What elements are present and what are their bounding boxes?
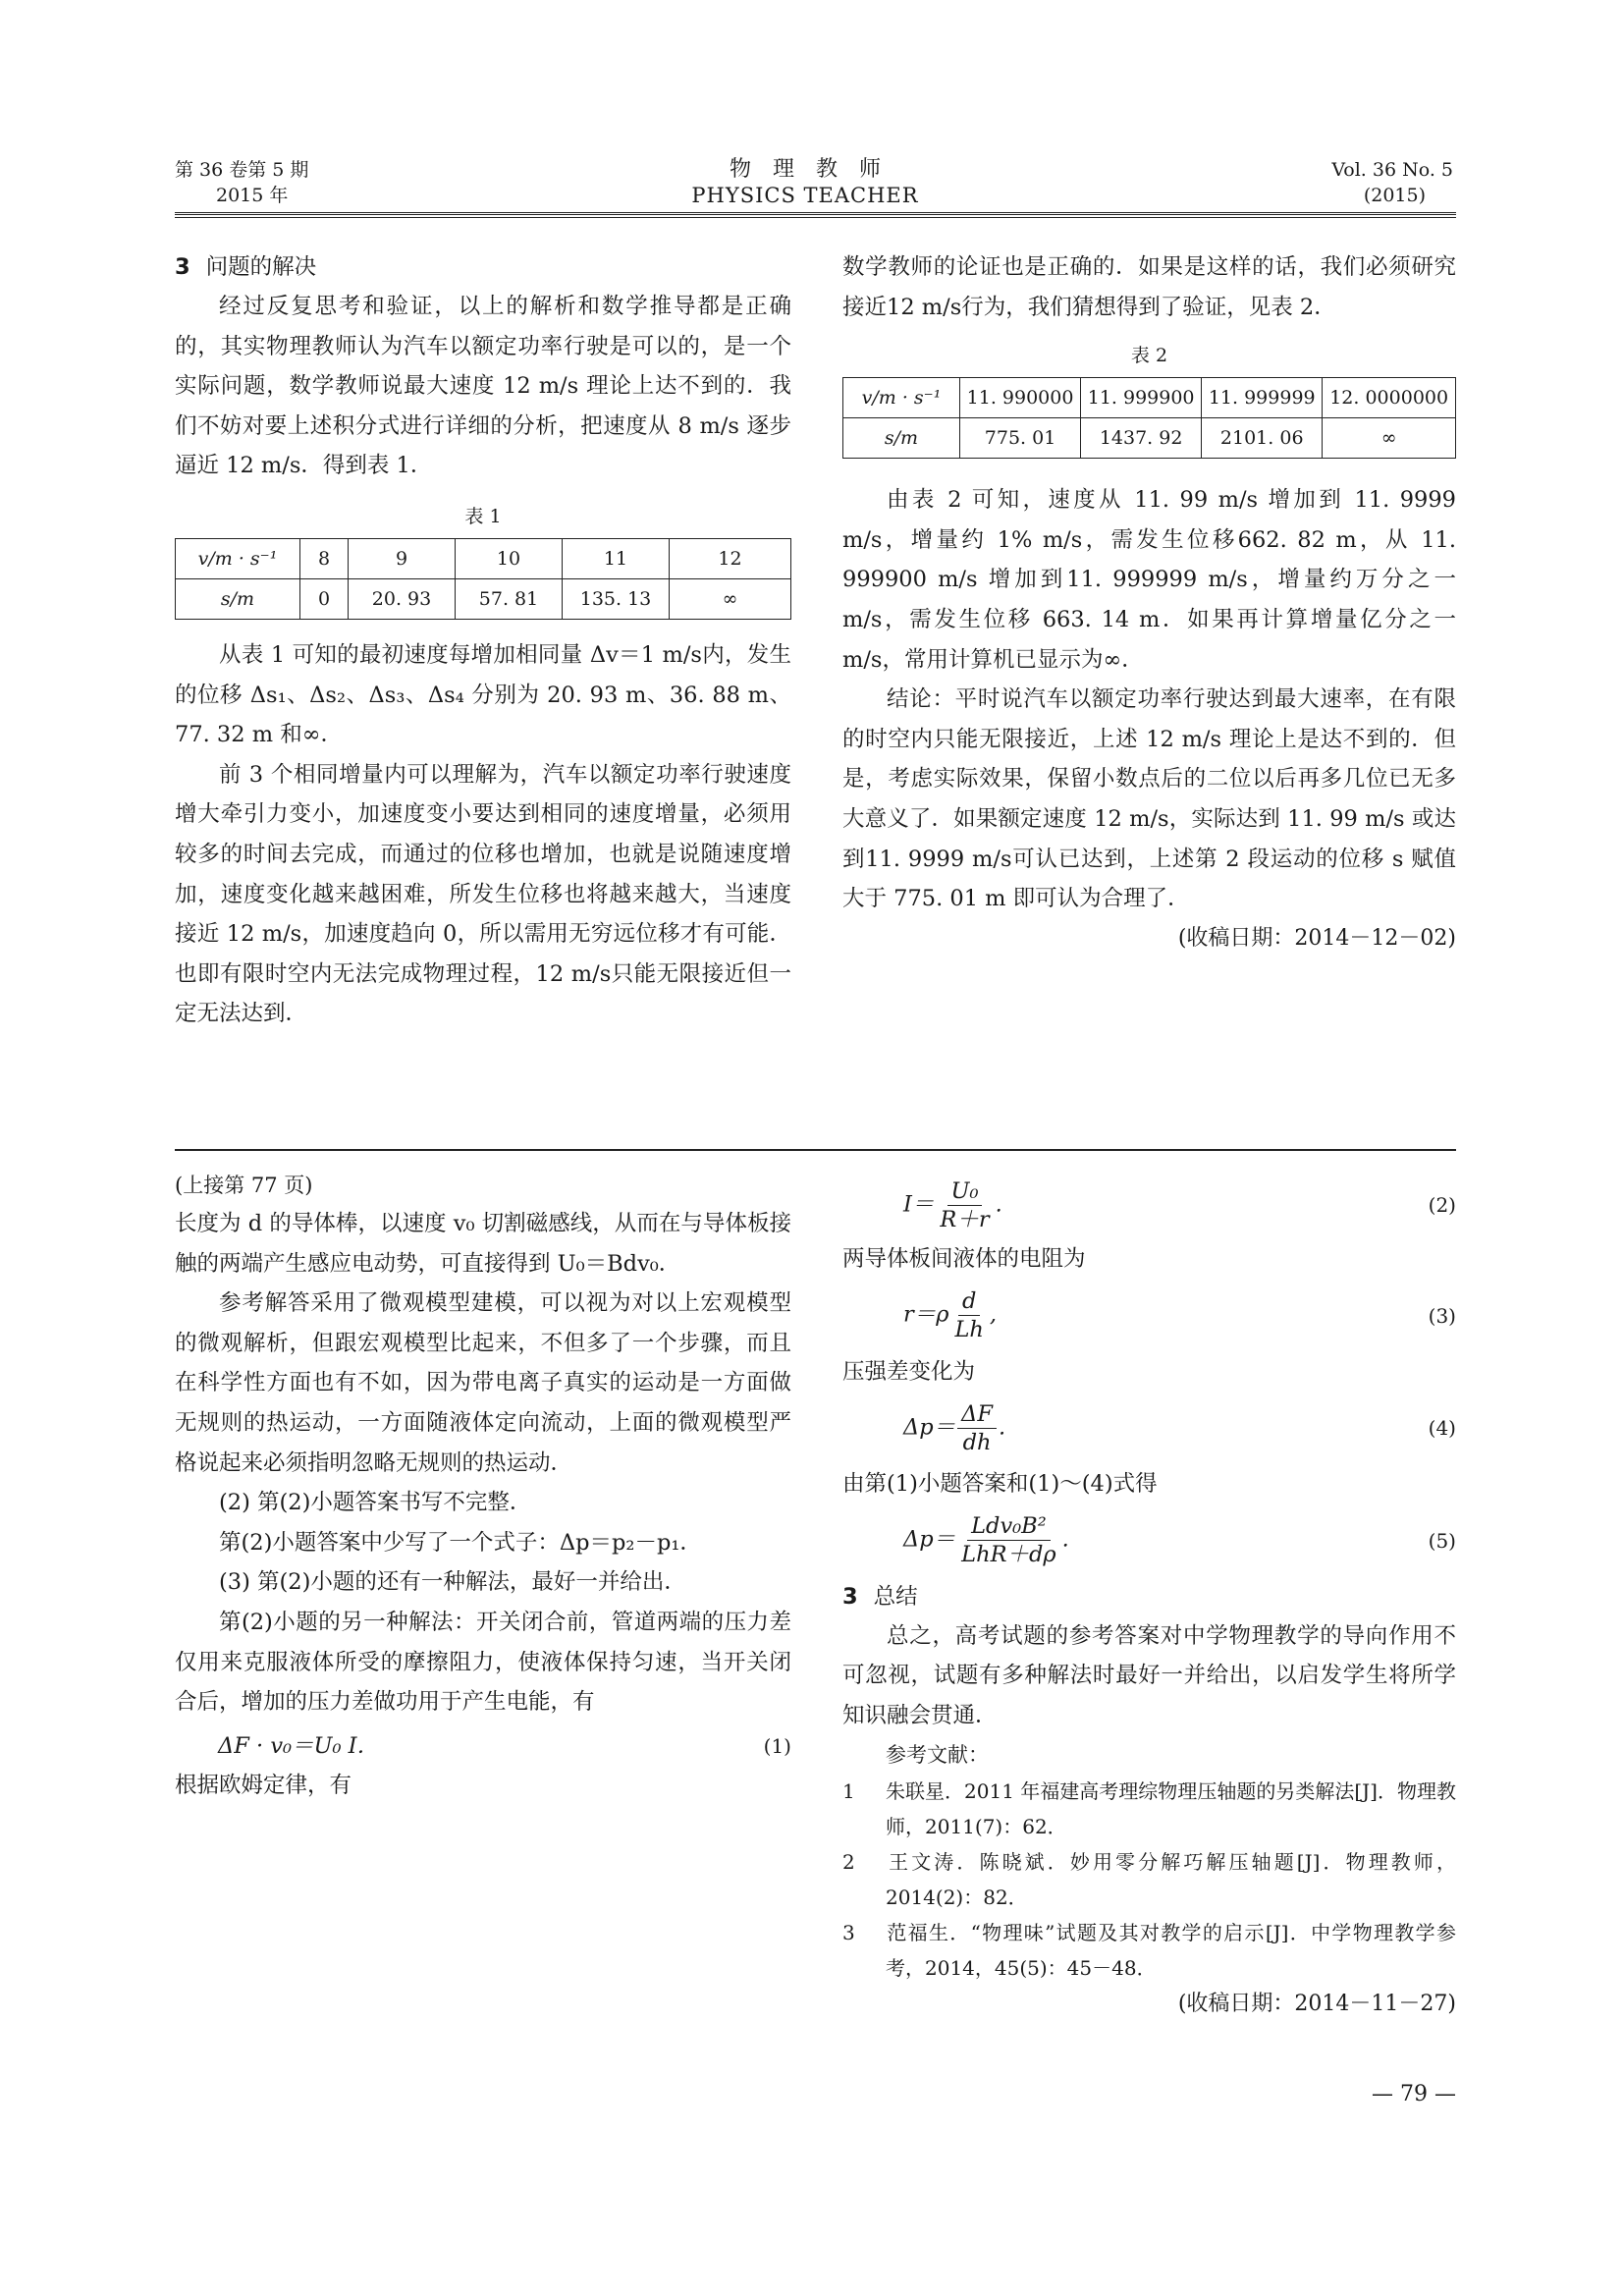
table-1 bbox=[175, 538, 791, 620]
equation-1 bbox=[175, 1726, 791, 1766]
paragraph: 总之，高考试题的参考答案对中学物理教学的导向作用不可忽视，试题有多种解法时最好一并给出，以启发学生将所学知识融会贯通． bbox=[842, 1622, 1456, 1728]
header-right bbox=[1267, 157, 1453, 208]
equation-body: Δp＝ $\frac{\Delta F}{dh}$ . bbox=[903, 1400, 1006, 1455]
table-row bbox=[843, 418, 1456, 459]
section-number: 3 bbox=[842, 1583, 858, 1610]
section-divider bbox=[175, 1149, 1456, 1151]
table-cell: 11. 999900 bbox=[1081, 378, 1202, 418]
paragraph: 结论：平时说汽车以额定功率行驶达到最大速率，在有限的时空内只能无限接近，上述 12 m/s 理论上是达不到的．但是，考虑实际效果，保留小数点后的二位以后再多几位已无多大意义了．如果额定速度 12 m/s，实际达到 11. 99 m/s 或达到11. 9999 m/s可认已达到，上述第 2 段运动的位移 s 赋值大于 775. 01 m 即可认为合理了． bbox=[842, 686, 1456, 912]
table-cell: 0 bbox=[300, 578, 349, 619]
year: 2015 年 bbox=[216, 185, 289, 206]
equation-body: Δp＝ $\frac{\text{Ldv₀B²}}{\text{LhR＋dρ}}$ . bbox=[903, 1513, 1069, 1568]
table-cell: 8 bbox=[300, 538, 349, 578]
equation-number: (4) bbox=[1428, 1416, 1456, 1441]
paragraph: 数学教师的论证也是正确的．如果是这样的话，我们必须研究接近12 m/s行为，我们猜想得到了验证，见表 2． bbox=[842, 254, 1456, 320]
header-left bbox=[175, 157, 371, 208]
table-cell: 11 bbox=[563, 538, 670, 578]
table-header-cell: s/m bbox=[843, 418, 960, 459]
reference-number: 3 bbox=[842, 1920, 855, 1944]
equation-number: (3) bbox=[1428, 1303, 1456, 1328]
top-right-column bbox=[842, 247, 1456, 958]
equation-4 bbox=[842, 1392, 1456, 1464]
denominator: LhR＋dρ bbox=[961, 1542, 1056, 1568]
table-cell: 775. 01 bbox=[960, 418, 1081, 459]
reference-text: 朱联星．2011 年福建高考理综物理压轴题的另类解法[J]．物理教师，2011(7)：62． bbox=[886, 1778, 1456, 1838]
paragraph: 根据欧姆定律，有 bbox=[175, 1772, 352, 1798]
table-cell: 1437. 92 bbox=[1081, 418, 1202, 459]
equation-lhs: r＝ρ bbox=[903, 1301, 949, 1328]
numerator: d bbox=[958, 1287, 980, 1316]
table-cell: 11. 990000 bbox=[960, 378, 1081, 418]
table-row bbox=[843, 378, 1456, 418]
table-cell: 12. 0000000 bbox=[1323, 378, 1456, 418]
table-header-cell: v/m · s⁻¹ bbox=[843, 378, 960, 418]
equation-number: (2) bbox=[1428, 1193, 1456, 1217]
section-title: 总结 bbox=[873, 1583, 918, 1610]
top-left-column bbox=[175, 247, 791, 1034]
header-rule bbox=[175, 212, 1456, 218]
fraction bbox=[957, 1512, 1060, 1568]
equation-body: r＝ρ $\frac{d}{Lh}$ , bbox=[903, 1288, 998, 1343]
equation-2 bbox=[842, 1171, 1456, 1239]
paragraph: 经过反复思考和验证，以上的解析和数学推导都是正确的，其实物理教师认为汽车以额定功率行驶是可以的，是一个实际问题，数学教师说最大速度 12 m/s 理论上达不到的．我们不妨对要上述积分式进行详细的分析，把速度从 8 m/s 逐步逼近 12 m/s．得到表 1． bbox=[175, 294, 791, 479]
table-row bbox=[176, 578, 791, 619]
equation-lhs: Δp＝ bbox=[903, 1526, 956, 1553]
reference-item bbox=[842, 1915, 1456, 1986]
journal-title-en: PHYSICS TEACHER bbox=[691, 184, 919, 207]
reference-number: 2 bbox=[842, 1849, 855, 1874]
equation-lhs: Δp＝ bbox=[903, 1414, 956, 1441]
table-header-cell: v/m · s⁻¹ bbox=[176, 538, 300, 578]
table-cell: 20. 93 bbox=[349, 578, 456, 619]
section-heading bbox=[842, 1577, 1456, 1616]
fraction bbox=[936, 1177, 993, 1233]
denominator: dh bbox=[962, 1429, 992, 1455]
reference-number: 1 bbox=[842, 1778, 855, 1803]
table-cell: 135. 13 bbox=[563, 578, 670, 619]
table-cell: 10 bbox=[456, 538, 563, 578]
table-2-caption: 表 2 bbox=[1130, 345, 1168, 367]
table-cell: 2101. 06 bbox=[1202, 418, 1323, 459]
numerator: ΔF bbox=[957, 1400, 997, 1429]
table-cell: ∞ bbox=[1323, 418, 1456, 459]
table-cell: 12 bbox=[670, 538, 791, 578]
section-title: 问题的解决 bbox=[205, 254, 317, 280]
numerator: Ldv₀B² bbox=[967, 1512, 1051, 1541]
continued-note: (上接第 77 页) bbox=[175, 1174, 313, 1197]
table-row bbox=[176, 538, 791, 578]
references-title: 参考文献： bbox=[886, 1742, 989, 1767]
received-date: (收稿日期：2014－11－27) bbox=[1177, 1991, 1456, 2016]
list-item: (2) 第(2)小题答案书写不完整． bbox=[219, 1490, 532, 1516]
reference-item bbox=[842, 1844, 1456, 1915]
fraction bbox=[950, 1287, 987, 1343]
table-header-cell: s/m bbox=[176, 578, 300, 619]
numerator: U₀ bbox=[947, 1177, 983, 1206]
paragraph: 参考解答采用了微观模型建模，可以视为对以上宏观模型的微观解析，但跟宏观模型比起来，不但多了一个步骤，而且在科学性方面也有不如，因为带电离子真实的运动是一方面做无规则的热运动，一方面随液体定向流动，上面的微观模型严格说起来必须指明忽略无规则的热运动． bbox=[175, 1290, 791, 1476]
journal-title-cn: 物 理 教 师 bbox=[729, 157, 881, 182]
equation-number: (1) bbox=[763, 1733, 791, 1758]
denominator: Lh bbox=[954, 1317, 984, 1343]
year-en: (2015) bbox=[1363, 185, 1426, 206]
denominator: R＋r bbox=[940, 1206, 990, 1232]
bottom-right-column bbox=[842, 1171, 1456, 2023]
list-item: (3) 第(2)小题的还有一种解法，最好一并给出． bbox=[219, 1569, 686, 1596]
table-cell: ∞ bbox=[670, 578, 791, 619]
paragraph: 由表 2 可知，速度从 11. 99 m/s 增加到 11. 9999 m/s，增量约 1% m/s，需发生位移662. 82 m，从 11. 999900 m/s 增加到11. 999999 m/s，增量约万分之一 m/s，需发生位移 663. 14 m．如果再计算增量亿分之一 m/s，常用计算机已显示为∞． bbox=[842, 487, 1456, 673]
reference-item bbox=[842, 1774, 1456, 1844]
reference-text: 王文涛．陈晓斌．妙用零分解巧解压轴题[J]．物理教师，2014(2)：82． bbox=[886, 1849, 1456, 1909]
page-number: — 79 — bbox=[1372, 2082, 1456, 2106]
section-number: 3 bbox=[175, 254, 190, 280]
section-heading bbox=[175, 247, 791, 287]
volume-en: Vol. 36 No. 5 bbox=[1331, 159, 1453, 181]
paragraph: 长度为 d 的导体棒，以速度 v₀ 切割磁感线，从而在与导体板接触的两端产生感应电动势，可直接得到 U₀＝Bdv₀． bbox=[175, 1211, 791, 1277]
table-2 bbox=[842, 377, 1456, 459]
equation-body: I＝ $\frac{\text{U₀}}{R+r}$ . bbox=[903, 1177, 1002, 1232]
received-date: (收稿日期：2014－12－02) bbox=[1177, 925, 1456, 951]
table-cell: 57. 81 bbox=[456, 578, 563, 619]
equation-lhs: I＝ bbox=[903, 1191, 935, 1217]
paragraph: 压强差变化为 bbox=[842, 1358, 976, 1385]
paragraph: 两导体板间液体的电阻为 bbox=[842, 1246, 1086, 1272]
table-cell: 9 bbox=[349, 538, 456, 578]
header-center bbox=[609, 157, 1001, 208]
paragraph: 由第(1)小题答案和(1)～(4)式得 bbox=[842, 1471, 1158, 1498]
table-cell: 11. 999999 bbox=[1202, 378, 1323, 418]
equation-3 bbox=[842, 1280, 1456, 1352]
paragraph: 第(2)小题答案中少写了一个式子：Δp＝p₂－p₁． bbox=[219, 1529, 702, 1556]
paragraph: 前 3 个相同增量内可以理解为，汽车以额定功率行驶速度增大牵引力变小，加速度变小要达到相同的速度增量，必须用较多的时间去完成，而通过的位移也增加，也就是说随速度增加，速度变化越来越困难，所发生位移也将越来越大，当速度接近 12 m/s，加速度趋向 0，所以需用无穷远位移才有可能．也即有限时空内无法完成物理过程，12 m/s只能无限接近但一定无法达到． bbox=[175, 761, 791, 1027]
table-1-caption: 表 1 bbox=[464, 505, 502, 527]
equation-number: (5) bbox=[1428, 1528, 1456, 1553]
paragraph: 第(2)小题的另一种解法：开关闭合前，管道两端的压力差仅用来克服液体所受的摩擦阻力，使液体保持匀速，当开关闭合后，增加的压力差做功用于产生电能，有 bbox=[175, 1609, 791, 1716]
volume-issue: 第 36 卷第 5 期 bbox=[175, 159, 309, 181]
equation-body: ΔF · v₀＝U₀ I． bbox=[218, 1732, 380, 1759]
fraction bbox=[957, 1400, 997, 1456]
paragraph: 从表 1 可知的最初速度每增加相同量 Δv＝1 m/s内，发生的位移 Δs₁、Δs₂、Δs₃、Δs₄ 分别为 20. 93 m、36. 88 m、77. 32 m 和∞． bbox=[175, 641, 791, 748]
reference-text: 范福生．“物理味”试题及其对教学的启示[J]．中学物理教学参考，2014，45(5)：45－48． bbox=[886, 1920, 1456, 1980]
equation-5 bbox=[842, 1504, 1456, 1577]
bottom-left-column bbox=[175, 1167, 791, 1805]
